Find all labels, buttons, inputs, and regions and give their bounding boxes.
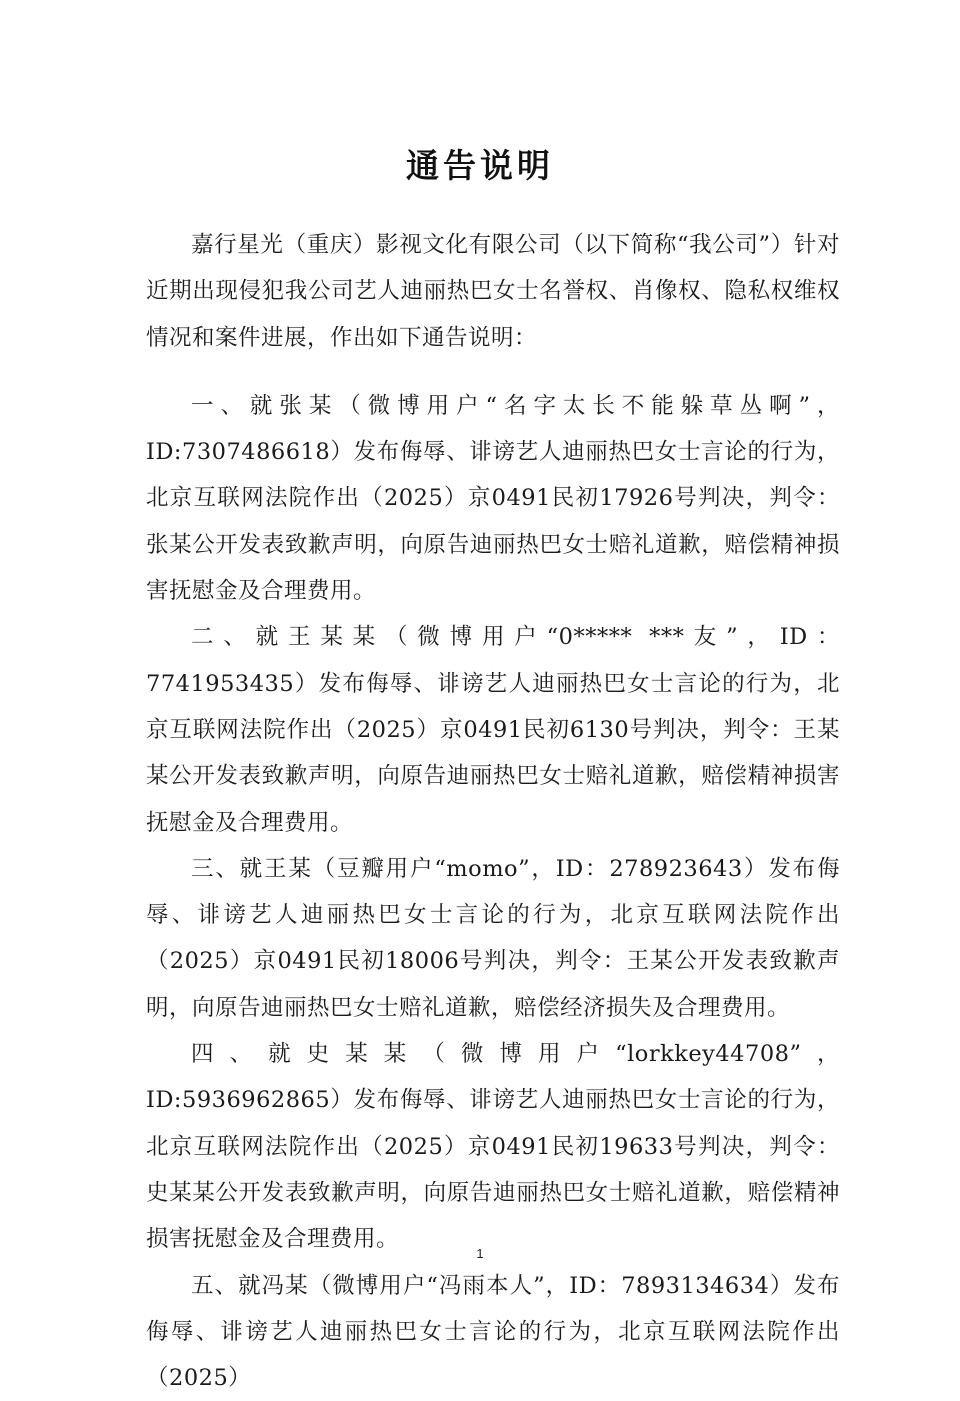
paragraph-item-4: 四、就史某某（微博用户“lorkkey44708”，ID:5936962865）发布侮辱、诽谤艺人迪丽热巴女士言论的行为，北京互联网法院作出（2025）京0491民初19633号判决，判令：史某某公开发表致歉声明，向原告迪丽热巴女士赔礼道歉，赔偿精神损害抚慰金及合理费用。 [146,1041,840,1253]
paragraph-item-2: 二、就王某某（微博用户“0***** ***友”，ID：7741953435）发布侮辱、诽谤艺人迪丽热巴女士言论的行为，北京互联网法院作出（2025）京0491民初6130号判决，判令：王某某公开发表致歉声明，向原告迪丽热巴女士赔礼道歉，赔偿精神损害抚慰金及合理费用。 [146,624,840,836]
intro-paragraph: 嘉行星光（重庆）影视文化有限公司（以下简称“我公司”）针对近期出现侵犯我公司艺人迪丽热巴女士名誉权、肖像权、隐私权维权情况和案件进展，作出如下通告说明： [146,232,840,351]
document-body [146,222,840,1401]
paragraph-item-3: 三、就王某（豆瓣用户“momo”，ID：278923643）发布侮辱、诽谤艺人迪丽热巴女士言论的行为，北京互联网法院作出（2025）京0491民初18006号判决，判令：王某公开发表致歉声明，向原告迪丽热巴女士赔礼道歉，赔偿经济损失及合理费用。 [146,855,840,1021]
paragraph-item-1: 一、就张某（微博用户“名字太长不能躲草丛啊”，ID:7307486618）发布侮辱、诽谤艺人迪丽热巴女士言论的行为，北京互联网法院作出（2025）京0491民初17926号判决，判令：张某公开发表致歉声明，向原告迪丽热巴女士赔礼道歉，赔偿精神损害抚慰金及合理费用。 [146,392,840,605]
page-number: 1 [476,1246,484,1261]
document-title: 通告说明 [406,146,554,185]
paragraph-item-5: 五、就冯某（微博用户“冯雨本人”，ID：7893134634）发布侮辱、诽谤艺人迪丽热巴女士言论的行为，北京互联网法院作出（2025） [146,1272,840,1392]
